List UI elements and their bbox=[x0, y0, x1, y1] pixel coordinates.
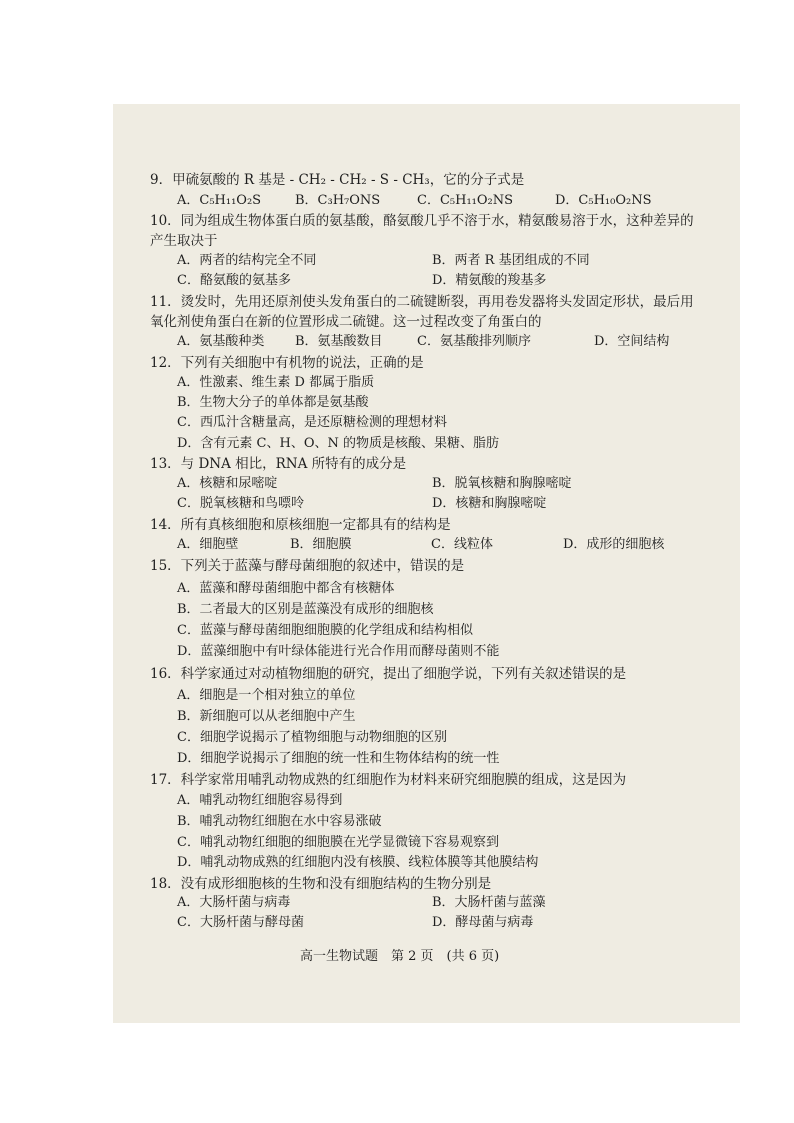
q17-option-b: B．哺乳动物红细胞在水中容易涨破 bbox=[177, 814, 382, 829]
q18-option-a: A．大肠杆菌与病毒 bbox=[177, 895, 291, 910]
q10-option-b: B．两者 R 基团组成的不同 bbox=[432, 253, 590, 268]
q16-option-c: C．细胞学说揭示了植物细胞与动物细胞的区别 bbox=[177, 730, 447, 745]
q10-option-d: D．精氨酸的羧基多 bbox=[432, 273, 547, 288]
q9-option-d: D．C₅H₁₀O₂NS bbox=[555, 193, 652, 208]
q9-option-b: B．C₃H₇ONS bbox=[295, 193, 381, 208]
q11-option-d: D．空间结构 bbox=[594, 334, 670, 349]
q12-option-a: A．性激素、维生素 D 都属于脂质 bbox=[177, 375, 375, 390]
q13-option-d: D．核糖和胸腺嘧啶 bbox=[432, 496, 547, 511]
q17-option-a: A．哺乳动物红细胞容易得到 bbox=[177, 793, 343, 808]
q16-option-b: B．新细胞可以从老细胞中产生 bbox=[177, 709, 356, 724]
q14-stem: 14．所有真核细胞和原核细胞一定都具有的结构是 bbox=[150, 517, 451, 533]
q16-option-a: A．细胞是一个相对独立的单位 bbox=[177, 688, 356, 703]
q14-option-a: A．细胞壁 bbox=[177, 537, 239, 552]
q10-stem-line1: 10．同为组成生物体蛋白质的氨基酸，酪氨酸几乎不溶于水，精氨酸易溶于水，这种差异的 bbox=[150, 213, 694, 229]
q13-option-b: B．脱氧核糖和胸腺嘧啶 bbox=[432, 476, 572, 491]
q12-stem: 12．下列有关细胞中有机物的说法，正确的是 bbox=[150, 355, 424, 371]
q15-stem: 15．下列关于蓝藻与酵母菌细胞的叙述中，错误的是 bbox=[150, 558, 465, 574]
q16-option-d: D．细胞学说揭示了细胞的统一性和生物体结构的统一性 bbox=[177, 751, 500, 766]
q10-stem-line2: 产生取决于 bbox=[150, 233, 218, 249]
q18-stem: 18．没有成形细胞核的生物和没有细胞结构的生物分别是 bbox=[150, 876, 492, 892]
q15-option-a: A．蓝藻和酵母菌细胞中都含有核糖体 bbox=[177, 581, 395, 596]
q18-option-c: C．大肠杆菌与酵母菌 bbox=[177, 915, 304, 930]
page-footer: 高一生物试题 第 2 页 (共 6 页) bbox=[300, 949, 500, 964]
q11-stem-line2: 氧化剂使角蛋白在新的位置形成二硫键。这一过程改变了角蛋白的 bbox=[150, 314, 542, 330]
q15-option-b: B．二者最大的区别是蓝藻没有成形的细胞核 bbox=[177, 602, 434, 617]
q16-stem: 16．科学家通过对动植物细胞的研究，提出了细胞学说，下列有关叙述错误的是 bbox=[150, 666, 627, 682]
q10-option-c: C．酪氨酸的氨基多 bbox=[177, 273, 291, 288]
q14-option-b: B．细胞膜 bbox=[290, 537, 352, 552]
q18-option-b: B．大肠杆菌与蓝藻 bbox=[432, 895, 546, 910]
q18-option-d: D．酵母菌与病毒 bbox=[432, 915, 534, 930]
q15-option-c: C．蓝藻与酵母菌细胞细胞膜的化学组成和结构相似 bbox=[177, 623, 473, 638]
q13-option-a: A．核糖和尿嘧啶 bbox=[177, 476, 278, 491]
q13-option-c: C．脱氧核糖和鸟嘌呤 bbox=[177, 496, 304, 511]
q17-option-d: D．哺乳动物成熟的红细胞内没有核膜、线粒体膜等其他膜结构 bbox=[177, 855, 539, 870]
q15-option-d: D．蓝藻细胞中有叶绿体能进行光合作用而酵母菌则不能 bbox=[177, 644, 500, 659]
q10-option-a: A．两者的结构完全不同 bbox=[177, 253, 317, 268]
q12-option-b: B．生物大分子的单体都是氨基酸 bbox=[177, 395, 369, 410]
q17-stem: 17．科学家常用哺乳动物成熟的红细胞作为材料来研究细胞膜的组成，这是因为 bbox=[150, 772, 627, 788]
q9-option-c: C．C₅H₁₁O₂NS bbox=[417, 193, 514, 208]
q11-option-c: C．氨基酸排列顺序 bbox=[417, 334, 531, 349]
q11-stem-line1: 11．烫发时，先用还原剂使头发角蛋白的二硫键断裂，再用卷发器将头发固定形状，最后用 bbox=[150, 294, 694, 310]
q12-option-d: D．含有元素 C、H、O、N 的物质是核酸、果糖、脂肪 bbox=[177, 436, 500, 451]
q11-option-a: A．氨基酸种类 bbox=[177, 334, 265, 349]
q11-option-b: B．氨基酸数目 bbox=[295, 334, 383, 349]
q14-option-d: D．成形的细胞核 bbox=[563, 537, 665, 552]
q9-option-a: A．C₅H₁₁O₂S bbox=[177, 193, 262, 208]
q17-option-c: C．哺乳动物红细胞的细胞膜在光学显微镜下容易观察到 bbox=[177, 835, 499, 850]
q13-stem: 13．与 DNA 相比，RNA 所特有的成分是 bbox=[150, 456, 407, 472]
q9-stem: 9．甲硫氨酸的 R 基是 - CH₂ - CH₂ - S - CH₃，它的分子式是 bbox=[150, 172, 525, 188]
q14-option-c: C．线粒体 bbox=[431, 537, 493, 552]
q12-option-c: C．西瓜汁含糖量高，是还原糖检测的理想材料 bbox=[177, 415, 447, 430]
